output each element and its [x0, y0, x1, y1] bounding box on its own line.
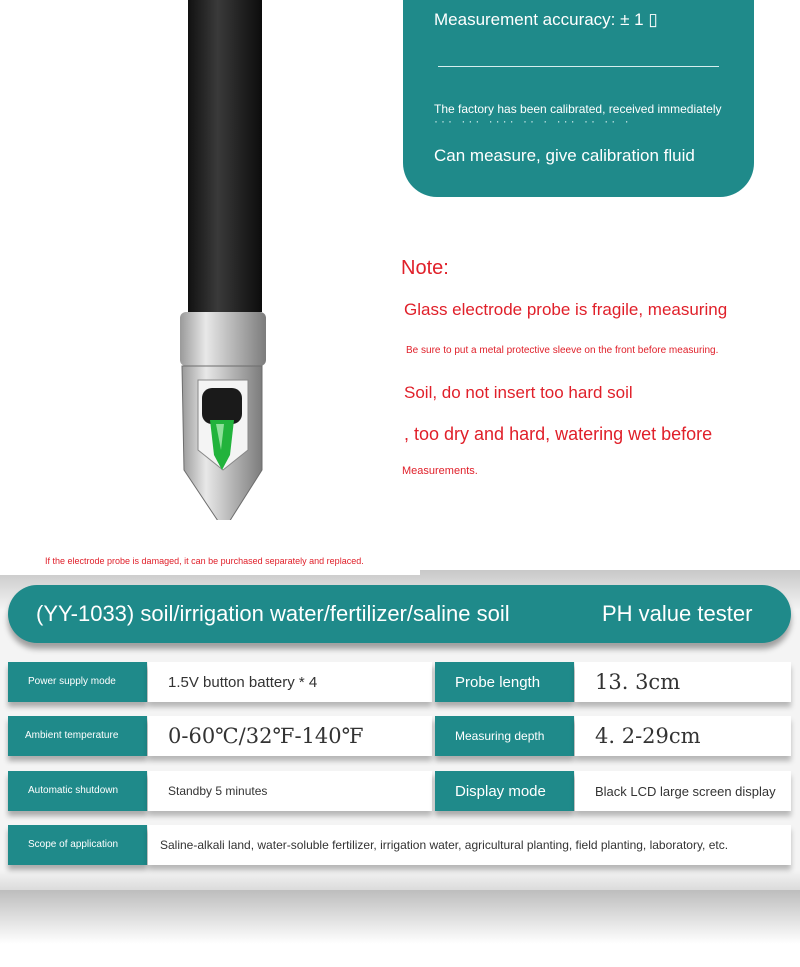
note-line-soil: Soil, do not insert too hard soil	[404, 383, 633, 402]
power-supply-value: 1.5V button battery * 4	[148, 662, 432, 702]
ph-probe-image	[150, 0, 290, 540]
product-subtitle: PH value tester	[602, 601, 753, 626]
ambient-temperature-value: 0-60℃/32℉-140℉	[148, 716, 432, 756]
product-title-bar	[8, 585, 791, 643]
automatic-shutdown-value: Standby 5 minutes	[148, 771, 432, 811]
calibrated-text-clipped: ··· ··· ···· ·· · ··· ·· ·· ·	[434, 120, 632, 128]
white-caption-area	[0, 520, 420, 575]
automatic-shutdown-label: Automatic shutdown	[8, 771, 147, 811]
product-title: (YY-1033) soil/irrigation water/fertilizer/saline soil	[36, 601, 510, 626]
note-line-fragile: Glass electrode probe is fragile, measuring	[404, 300, 728, 319]
card-divider	[438, 66, 719, 67]
calibration-fluid-text: Can measure, give calibration fluid	[434, 146, 695, 165]
scope-value: Saline-alkali land, water-soluble fertilizer, irrigation water, agricultural planting, field planting, laboratory, etc.	[148, 825, 791, 865]
calibrated-text: The factory has been calibrated, received immediately	[434, 102, 722, 116]
display-mode-label: Display mode	[435, 771, 574, 811]
display-mode-value: Black LCD large screen display	[575, 771, 791, 811]
bottom-shadow	[0, 890, 800, 967]
note-line-watering: , too dry and hard, watering wet before	[404, 424, 713, 444]
accuracy-text: Measurement accuracy: ± 1 ▯	[434, 10, 658, 29]
note-line-sleeve: Be sure to put a metal protective sleeve on the front before measuring.	[406, 345, 719, 356]
damaged-probe-note: If the electrode probe is damaged, it can be purchased separately and replaced.	[45, 556, 364, 566]
probe-length-value: 13. 3cm	[575, 662, 791, 702]
measuring-depth-label: Measuring depth	[435, 716, 574, 756]
note-line-measurements: Measurements.	[402, 465, 478, 477]
note-heading: Note:	[401, 257, 449, 279]
scope-label: Scope of application	[8, 825, 147, 865]
accuracy-card	[403, 0, 754, 197]
power-supply-label: Power supply mode	[8, 662, 147, 702]
ambient-temperature-label: Ambient temperature	[8, 716, 147, 756]
probe-length-label: Probe length	[435, 662, 574, 702]
measuring-depth-value: 4. 2-29cm	[575, 716, 791, 756]
